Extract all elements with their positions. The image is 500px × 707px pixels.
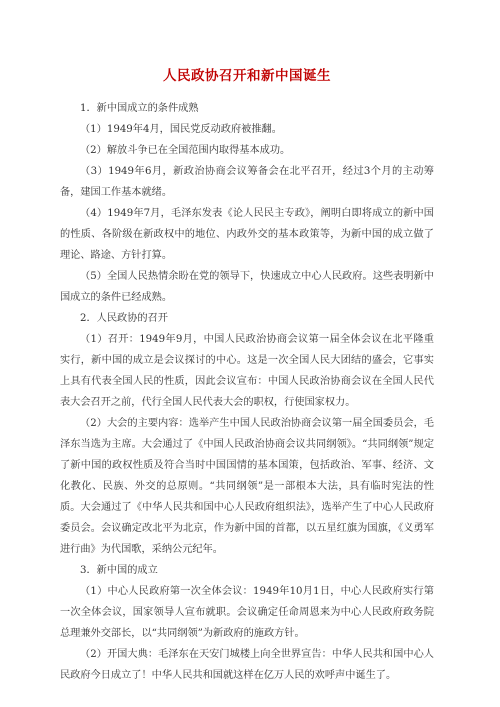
section-heading: 3．新中国的成立 <box>80 565 158 576</box>
paragraph: （1）中心人民政府第一次全体会议：1949年10月1日，中心人民政府实行第一次全体会议，国家领导人宣布就职。会议确定任命周恩来为中心人民政府政务院总理兼外交部长，以“共同纲领”为新政府的施政方针。 <box>60 586 434 639</box>
paragraph: （2）解放斗争已在全国范围内取得基本成功。 <box>80 145 291 156</box>
section-heading: 1．新中国成立的条件成熟 <box>80 103 199 114</box>
section-heading: 2．人民政协的召开 <box>80 313 168 324</box>
paragraph: （2）开国大典：毛泽东在天安门城楼上向全世界宣告：中华人民共和国中心人民政府今日成立了！中华人民共和国就这样在亿万人民的欢呼声中诞生了。 <box>60 649 434 681</box>
paragraph: （2）大会的主要内容：选举产生中国人民政治协商会议第一届全国委员会，毛泽东当选为主席。大会通过了《中国人民政治协商会议共同纲领》。“共同纲领”规定了新中国的政权性质及符合当时中国国情的基本国策，包括政治、军事、经济、文化教化、民族、外交的总原则。“共同纲领”是一部根本大法，具有临时宪法的性质。大会通过了《中华人民共和国中心人民政府组织法》，选举产生了中心人民政府委员会。会议确定改北平为北京，作为新中国的首都，以五星红旗为国旗，《义勇军进行曲》为代国歌，采纳公元纪年。 <box>60 418 434 555</box>
paragraph: （1）1949年4月，国民党反动政府被推翻。 <box>80 124 282 135</box>
paragraph: （3）1949年6月，新政治协商会议筹备会在北平召开，经过3个月的主动筹备，建国工作基本就绪。 <box>60 166 434 198</box>
paragraph: （1）召开：1949年9月，中国人民政治协商会议第一届全体会议在北平隆重实行，新中国的成立是会议探讨的中心。这是一次全国人民大团结的盛会，它事实上具有代表全国人民的性质，因此会议宣布：中国人民政治协商会议在全国人民代表大会召开之前，代行全国人民代表大会的职权，行使国家权力。 <box>60 334 434 408</box>
section-cppcc <box>60 308 434 560</box>
section-conditions <box>60 98 434 308</box>
section-founding <box>60 560 434 686</box>
paragraph: （4）1949年7月，毛泽东发表《论人民民主专政》，阐明白即将成立的新中国的性质、各阶级在新政权中的地位、内政外交的基本政策等，为新中国的成立做了理论、路途、方针打算。 <box>60 208 434 261</box>
paragraph: （5）全国人民热情余盼在党的领导下，快速成立中心人民政府。这些表明新中国成立的条件已经成熟。 <box>60 271 434 303</box>
document-body <box>60 98 434 686</box>
document-title: 人民政协召开和新中国诞生 <box>163 68 331 84</box>
